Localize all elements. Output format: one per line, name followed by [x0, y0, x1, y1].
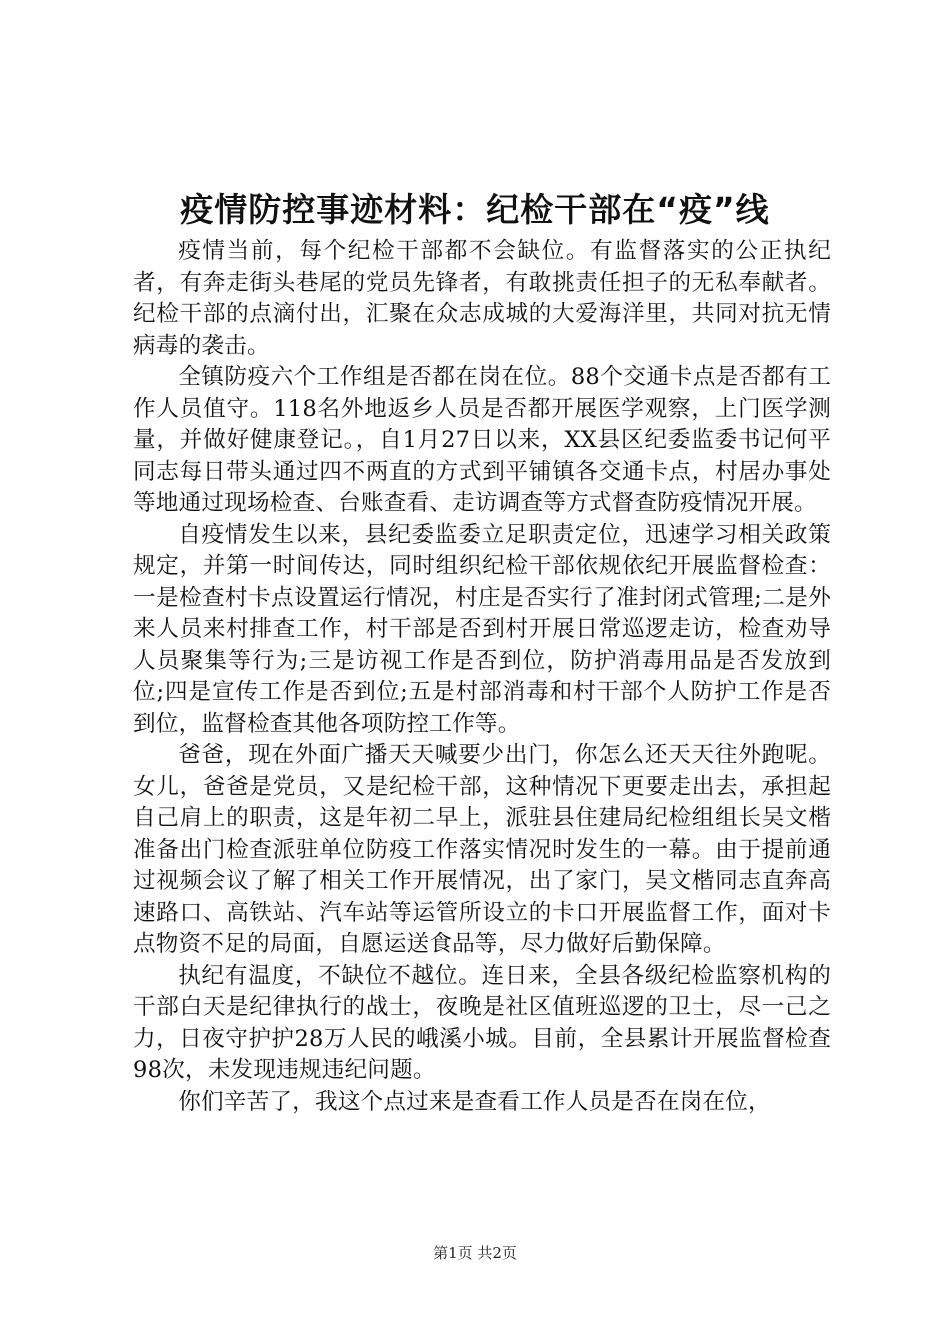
document-body	[133, 236, 831, 1118]
document-title: 疫情防控事迹材料：纪检干部在“疫”线	[180, 190, 770, 229]
paragraph: 执纪有温度，不缺位不越位。连日来，全县各级纪检监察机构的干部白天是纪律执行的战士，夜晚是社区值班巡逻的卫士，尽一己之力，日夜守护护28万人民的峨溪小城。目前，全县累计开展监督检查98次，未发现违规违纪问题。	[133, 962, 831, 1083]
paragraph: 全镇防疫六个工作组是否都在岗在位。88个交通卡点是否都有工作人员值守。118名外地返乡人员是否都开展医学观察，上门医学测量，并做好健康登记。，自1月27日以来，XX县区纪委监委书记何平同志每日带头通过四不两直的方式到平铺镇各交通卡点，村居办事处等地通过现场检查、台账查看、走访调查等方式督查防疫情况开展。	[133, 364, 831, 516]
paragraph: 疫情当前，每个纪检干部都不会缺位。有监督落实的公正执纪者，有奔走街头巷尾的党员先锋者，有敢挑责任担子的无私奉献者。纪检干部的点滴付出，汇聚在众志成城的大爱海洋里，共同对抗无情病毒的袭击。	[133, 238, 831, 359]
paragraph: 自疫情发生以来，县纪委监委立足职责定位，迅速学习相关政策规定，并第一时间传达，同时组织纪检干部依规依纪开展监督检查：一是检查村卡点设置运行情况，村庄是否实行了准封闭式管理;二是外来人员来村排查工作，村干部是否到村开展日常巡逻走访，检查劝导人员聚集等行为;三是访视工作是否到位，防护消毒用品是否发放到位;四是宣传工作是否到位;五是村部消毒和村干部个人防护工作是否到位，监督检查其他各项防控工作等。	[133, 521, 831, 737]
paragraph: 你们辛苦了，我这个点过来是查看工作人员是否在岗在位，	[178, 1088, 771, 1115]
paragraph: 爸爸，现在外面广播天天喊要少出门，你怎么还天天往外跑呢。女儿，爸爸是党员，又是纪检干部，这种情况下更要走出去，承担起自己肩上的职责，这是年初二早上，派驻县住建局纪检组组长吴文楷准备出门检查派驻单位防疫工作落实情况时发生的一幕。由于提前通过视频会议了解了相关工作开展情况，出了家门，吴文楷同志直奔高速路口、高铁站、汽车站等运管所设立的卡口开展监督工作，面对卡点物资不足的局面，自愿运送食品等，尽力做好后勤保障。	[133, 742, 831, 957]
page-number-footer: 第1页 共2页	[433, 1244, 517, 1262]
